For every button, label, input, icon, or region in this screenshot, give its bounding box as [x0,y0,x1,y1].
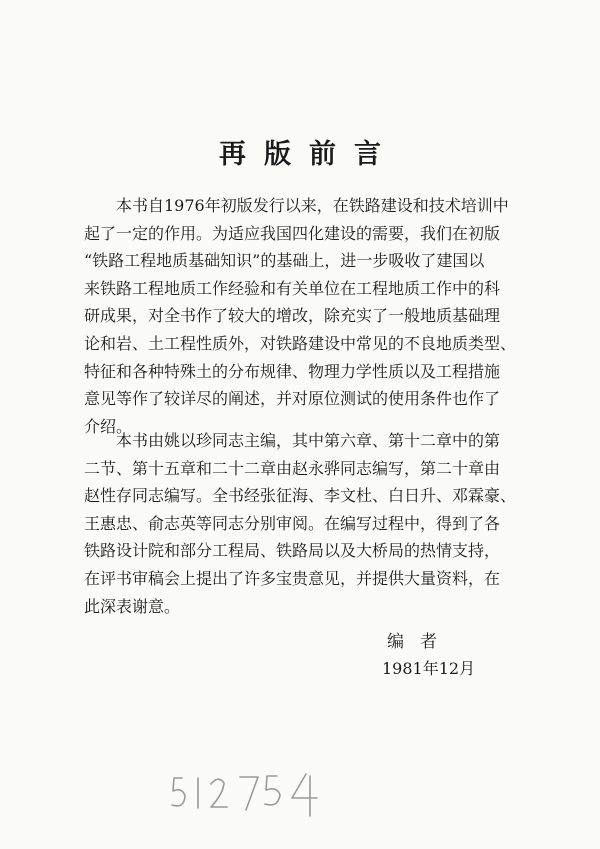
signature-editor: 编者 [387,632,453,652]
paragraph-1-line: 本书自1976年初版发行以来，在铁路建设和技术培训中 [116,196,509,215]
paragraph-1-line: 起了一定的作用。为适应我国四化建设的需要，我们在初版 [84,223,501,243]
paragraph-1 [84,192,528,440]
signature-date: 1981年12月 [382,659,476,678]
paragraph-2-line: 此深表谢意。 [84,596,181,616]
paragraph-1-line: 来铁路工程地质工作经验和有关单位在工程地质工作中的科 [84,278,501,298]
handwritten-note [168,764,348,824]
page-title: 再版前言 [219,139,399,170]
paragraph-1-line: 研成果，对全书作了较大的增改，除充实了一般地质基础理 [84,306,501,326]
paragraph-1-line: 意见等作了较详尽的阐述，并对原位测试的使用条件也作了 [84,389,501,409]
paragraph-2-line: 赵性存同志编写。全书经张征海、李文杜、白日升、邓霖豪、 [84,486,517,506]
paragraph-2-line: 在评书审稿会上提出了许多宝贵意见，并提供大量资料，在 [84,568,501,588]
paragraph-1-line: 特征和各种特殊土的分布规律、物理力学性质以及工程措施 [84,361,501,381]
paragraph-2-line: 王惠忠、俞志英等同志分别审阅。在编写过程中，得到了各 [84,513,501,533]
paragraph-1-line: “铁路工程地质基础知识”的基础上，进一步吸收了建国以 [84,251,485,271]
paragraph-1-line: 论和岩、土工程性质外，对铁路建设中常见的不良地质类型、 [84,333,517,353]
paragraph-2-line: 铁路设计院和部分工程局、铁路局以及大桥局的热情支持， [84,541,501,561]
paragraph-2-line: 本书由姚以珍同志主编，其中第六章、第十二章中的第 [116,431,501,450]
paragraph-1-line: 介绍。 [84,416,133,436]
paragraph-2 [84,427,528,620]
paragraph-2-line: 二节、第十五章和二十二章由赵永骅同志编写，第二十章由 [84,458,501,478]
